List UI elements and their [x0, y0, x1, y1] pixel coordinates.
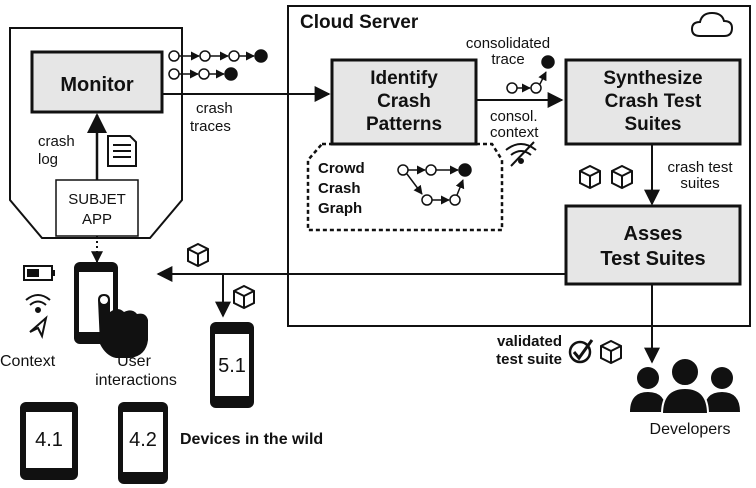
asses-line2: Test Suites: [600, 248, 706, 270]
device-4-1: [20, 402, 78, 480]
device-5-1-label: 5.1: [218, 355, 246, 377]
subject-app-line1: SUBJET: [68, 191, 126, 208]
validated-label-1: validated: [496, 333, 562, 350]
package-icon: [580, 166, 632, 188]
monitor-label: Monitor: [60, 74, 134, 96]
crowd-graph-icon: [398, 164, 471, 205]
package-icon: [188, 244, 208, 266]
identify-line3: Patterns: [365, 114, 443, 135]
package-icon: [601, 341, 621, 363]
synthesize-line1: Synthesize: [603, 68, 703, 89]
wifi-icon: [26, 295, 50, 312]
asses-line1: Asses: [623, 223, 683, 245]
crash-traces-label-1: crash: [196, 100, 233, 117]
crash-log-label-2: log: [38, 151, 59, 168]
crowd-graph-line1: Crowd: [318, 160, 365, 177]
battery-icon: [24, 266, 55, 280]
document-icon: [108, 136, 136, 166]
wifi-off-icon: [506, 142, 536, 166]
hand-icon: [98, 294, 148, 358]
subject-app-line2: APP: [81, 211, 113, 228]
validated-label-2: test suite: [496, 351, 562, 368]
synthesize-line3: Suites: [624, 114, 682, 135]
people-icon: [630, 358, 740, 414]
user-interactions-label-2: interactions: [95, 372, 177, 389]
consol-context-label-1: consol.: [490, 108, 538, 125]
synthesize-line2: Crash Test: [604, 91, 702, 112]
location-icon: [30, 318, 46, 336]
crash-test-suites-label-1: crash test: [667, 159, 733, 176]
developers-label: Developers: [649, 421, 731, 438]
consolidated-trace-label-2: trace: [491, 51, 525, 68]
device-4-1-label: 4.1: [35, 429, 63, 451]
trace-chains: [169, 50, 267, 80]
crash-log-label-1: crash: [38, 133, 75, 150]
cloud-server-title: Cloud Server: [300, 12, 419, 33]
crowd-graph-line2: Crash: [318, 180, 361, 197]
identify-line2: Crash: [377, 91, 431, 112]
cloud-icon: [692, 13, 732, 36]
consolidated-trace-label-1: consolidated: [465, 35, 551, 52]
crash-test-suites-label-2: suites: [680, 175, 720, 192]
user-interactions-label-1: User: [117, 353, 151, 370]
crash-traces-label-2: traces: [190, 118, 231, 135]
device-4-2-label: 4.2: [129, 429, 157, 451]
crowd-graph-line3: Graph: [318, 200, 363, 217]
identify-line1: Identify: [370, 68, 438, 89]
consol-context-label-2: context: [490, 124, 539, 141]
context-label: Context: [0, 353, 56, 370]
package-icon: [234, 286, 254, 308]
device-5-1: [210, 322, 254, 408]
device-4-2: [118, 402, 168, 484]
asses-box: [566, 206, 740, 284]
devices-in-the-wild-label: Devices in the wild: [180, 431, 324, 448]
check-icon: [570, 340, 592, 362]
